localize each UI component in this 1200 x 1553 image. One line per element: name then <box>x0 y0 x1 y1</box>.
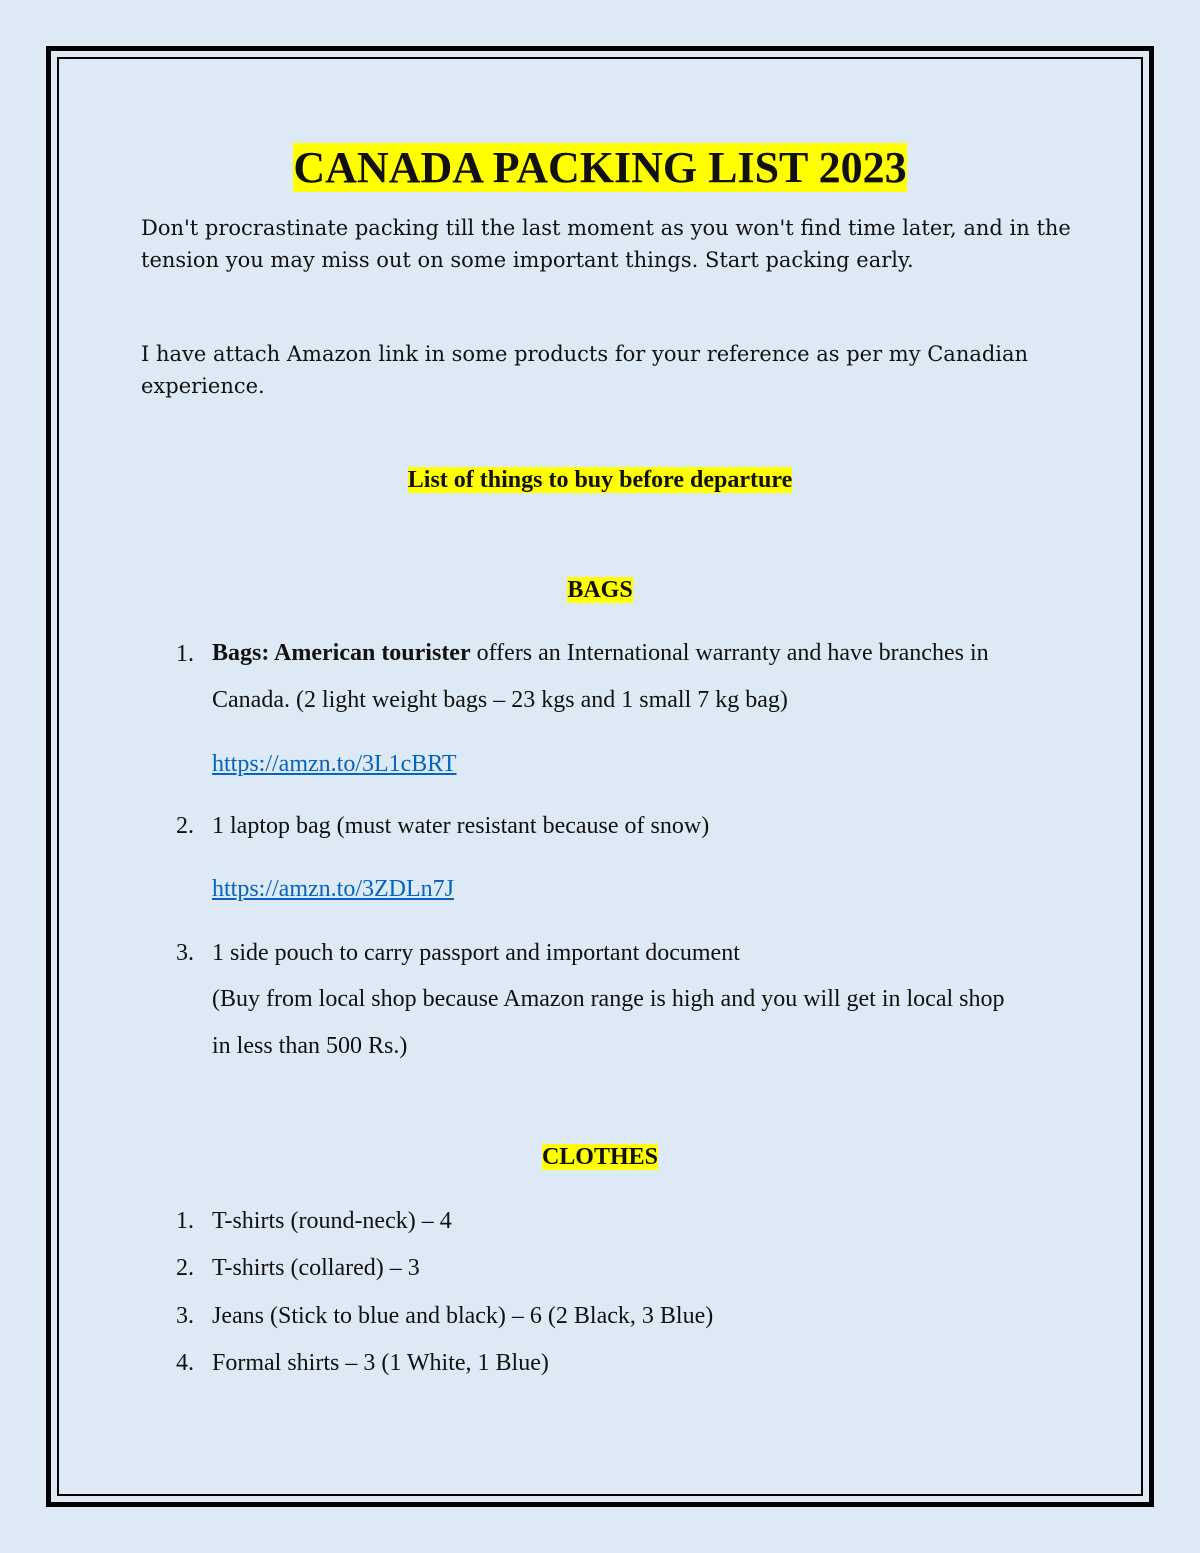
bags-item-2-text: 1 laptop bag (must water resistant because of snow) <box>212 813 710 839</box>
bags-section-heading <box>141 574 1059 606</box>
clothes-item-4-number: 4. <box>176 1350 194 1376</box>
clothes-item-3-text: Jeans (Stick to blue and black) – 6 (2 Black, 3 Blue) <box>212 1303 714 1329</box>
amazon-note-paragraph: I have attach Amazon link in some products for your reference as per my Canadian experience. <box>141 342 1029 398</box>
document-title <box>141 138 1059 198</box>
intro-paragraph: Don't procrastinate packing till the last moment as you won't find time later, and in the tension you may miss out on some important things. Start packing early. <box>141 216 1071 272</box>
bags-item-2-number: 2. <box>176 813 194 839</box>
clothes-item-4-text: Formal shirts – 3 (1 White, 1 Blue) <box>212 1350 549 1376</box>
clothes-item-1-number: 1. <box>176 1208 194 1234</box>
bags-item-3-text-line1: 1 side pouch to carry passport and important document <box>212 940 740 966</box>
clothes-section-heading-text: CLOTHES <box>541 1144 659 1170</box>
clothes-item-2-text: T-shirts (collared) – 3 <box>212 1255 420 1281</box>
clothes-section-heading <box>141 1141 1059 1173</box>
bags-item-1-bold-lead: Bags: American tourister <box>212 640 471 666</box>
buy-before-departure-heading <box>141 464 1059 496</box>
clothes-item-1-text: T-shirts (round-neck) – 4 <box>212 1208 452 1234</box>
clothes-item-2-number: 2. <box>176 1255 194 1281</box>
buy-before-departure-heading-text: List of things to buy before departure <box>407 467 793 493</box>
bags-item-3-number: 3. <box>176 940 194 966</box>
bags-item-2-link[interactable]: https://amzn.to/3ZDLn7J <box>212 876 454 902</box>
bags-item-1-number: 1. <box>176 641 194 667</box>
clothes-item-3-number: 3. <box>176 1303 194 1329</box>
document-title-text: CANADA PACKING LIST 2023 <box>293 143 907 192</box>
bags-item-1-link[interactable]: https://amzn.to/3L1cBRT <box>212 751 457 777</box>
bags-section-heading-text: BAGS <box>567 577 633 603</box>
bags-item-1-description: offers an International warranty and have branches in Canada. (2 light weight bags – 23 kgs and 1 small 7 kg bag) <box>212 640 989 713</box>
bags-item-1-text <box>212 630 1072 724</box>
bags-item-3-text-rest: (Buy from local shop because Amazon range is high and you will get in local shop in less than 500 Rs.) <box>212 986 1005 1059</box>
